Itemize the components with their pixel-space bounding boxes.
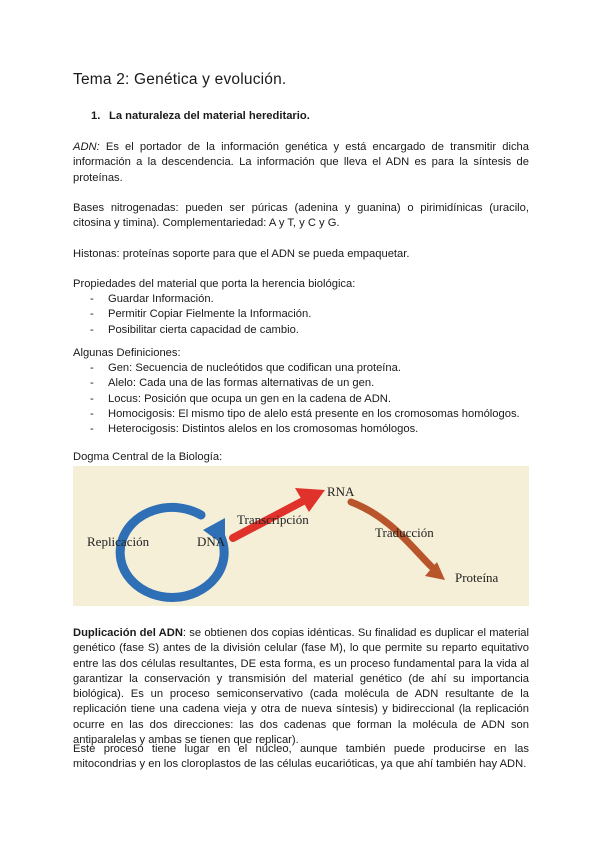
list-item: - Permitir Copiar Fielmente la Información. bbox=[90, 307, 530, 322]
label-dna: DNA bbox=[197, 534, 226, 549]
adn-text: Es el portador de la información genética y está encargado de transmitir dicha información a la descendencia. La información que lleva el ADN es para la síntesis de proteínas. bbox=[73, 141, 529, 184]
section-number: 1. bbox=[91, 110, 101, 122]
propiedades-list bbox=[90, 292, 530, 338]
list-item: - Alelo: Cada una de las formas alternativas de un gen. bbox=[90, 376, 530, 391]
list-item: - Locus: Posición que ocupa un gen en la cadena de ADN. bbox=[90, 392, 530, 407]
duplicacion-term: Duplicación del ADN bbox=[73, 627, 183, 639]
duplicacion-text: : se obtienen dos copias idénticas. Su finalidad es duplicar el material genético (fase S) antes de la división celular (fase M), lo que permite su reparto equitativo entre las dos células resultantes, DE esta forma, es un proceso fundamental para la vida al garantizar la conservación y transmisión del material genético (de ahí su importancia biológica). Es un proceso semiconservativo (cada molécula de ADN resultante de la replicación tiene una cadena vieja y otra de nueva síntesis) y bidireccional (la replicación ocurre en las dos direcciones: las dos cadenas que forman la molécula de ADN son antiparalelas y ambas se tienen que replicar). bbox=[73, 627, 530, 747]
histonas-paragraph: Histonas: proteínas soporte para que el ADN se pueda empaquetar. bbox=[73, 248, 410, 260]
definiciones-intro: Algunas Definiciones: bbox=[73, 347, 181, 359]
section-heading bbox=[91, 110, 310, 122]
bases-paragraph: Bases nitrogenadas: pueden ser púricas (adenina y guanina) o pirimidínicas (uracilo, citosina y timina). Complementariedad: A y T, y C y G. bbox=[73, 202, 529, 230]
label-traduccion: Traducción bbox=[375, 525, 434, 540]
duplicacion-paragraph-2: Este proceso tiene lugar en el núcleo, aunque también puede producirse en las mitocondrias y en los cloroplastos de las células eucarióticas, ya que ahí también hay ADN. bbox=[73, 743, 529, 771]
definiciones-list bbox=[90, 361, 530, 437]
label-transcripcion: Transcripción bbox=[237, 512, 309, 527]
adn-term: ADN: bbox=[73, 141, 100, 153]
central-dogma-diagram bbox=[73, 466, 529, 606]
list-item: - Guardar Información. bbox=[90, 292, 530, 307]
duplicacion-paragraph bbox=[73, 626, 529, 748]
dogma-caption: Dogma Central de la Biología: bbox=[73, 451, 223, 463]
label-proteina: Proteína bbox=[455, 570, 499, 585]
propiedades-intro: Propiedades del material que porta la herencia biológica: bbox=[73, 278, 356, 290]
list-item: - Gen: Secuencia de nucleótidos que codifican una proteína. bbox=[90, 361, 530, 376]
list-item: - Posibilitar cierta capacidad de cambio. bbox=[90, 323, 530, 338]
list-item: - Homocigosis: El mismo tipo de alelo está presente en los cromosomas homólogos. bbox=[90, 407, 530, 422]
page-title: Tema 2: Genética y evolución. bbox=[73, 71, 287, 88]
section-title: La naturaleza del material hereditario. bbox=[109, 110, 310, 122]
label-replicacion: Replicación bbox=[87, 534, 150, 549]
adn-paragraph bbox=[73, 140, 529, 186]
list-item: - Heterocigosis: Distintos alelos en los cromosomas homólogos. bbox=[90, 422, 530, 437]
label-rna: RNA bbox=[327, 484, 355, 499]
